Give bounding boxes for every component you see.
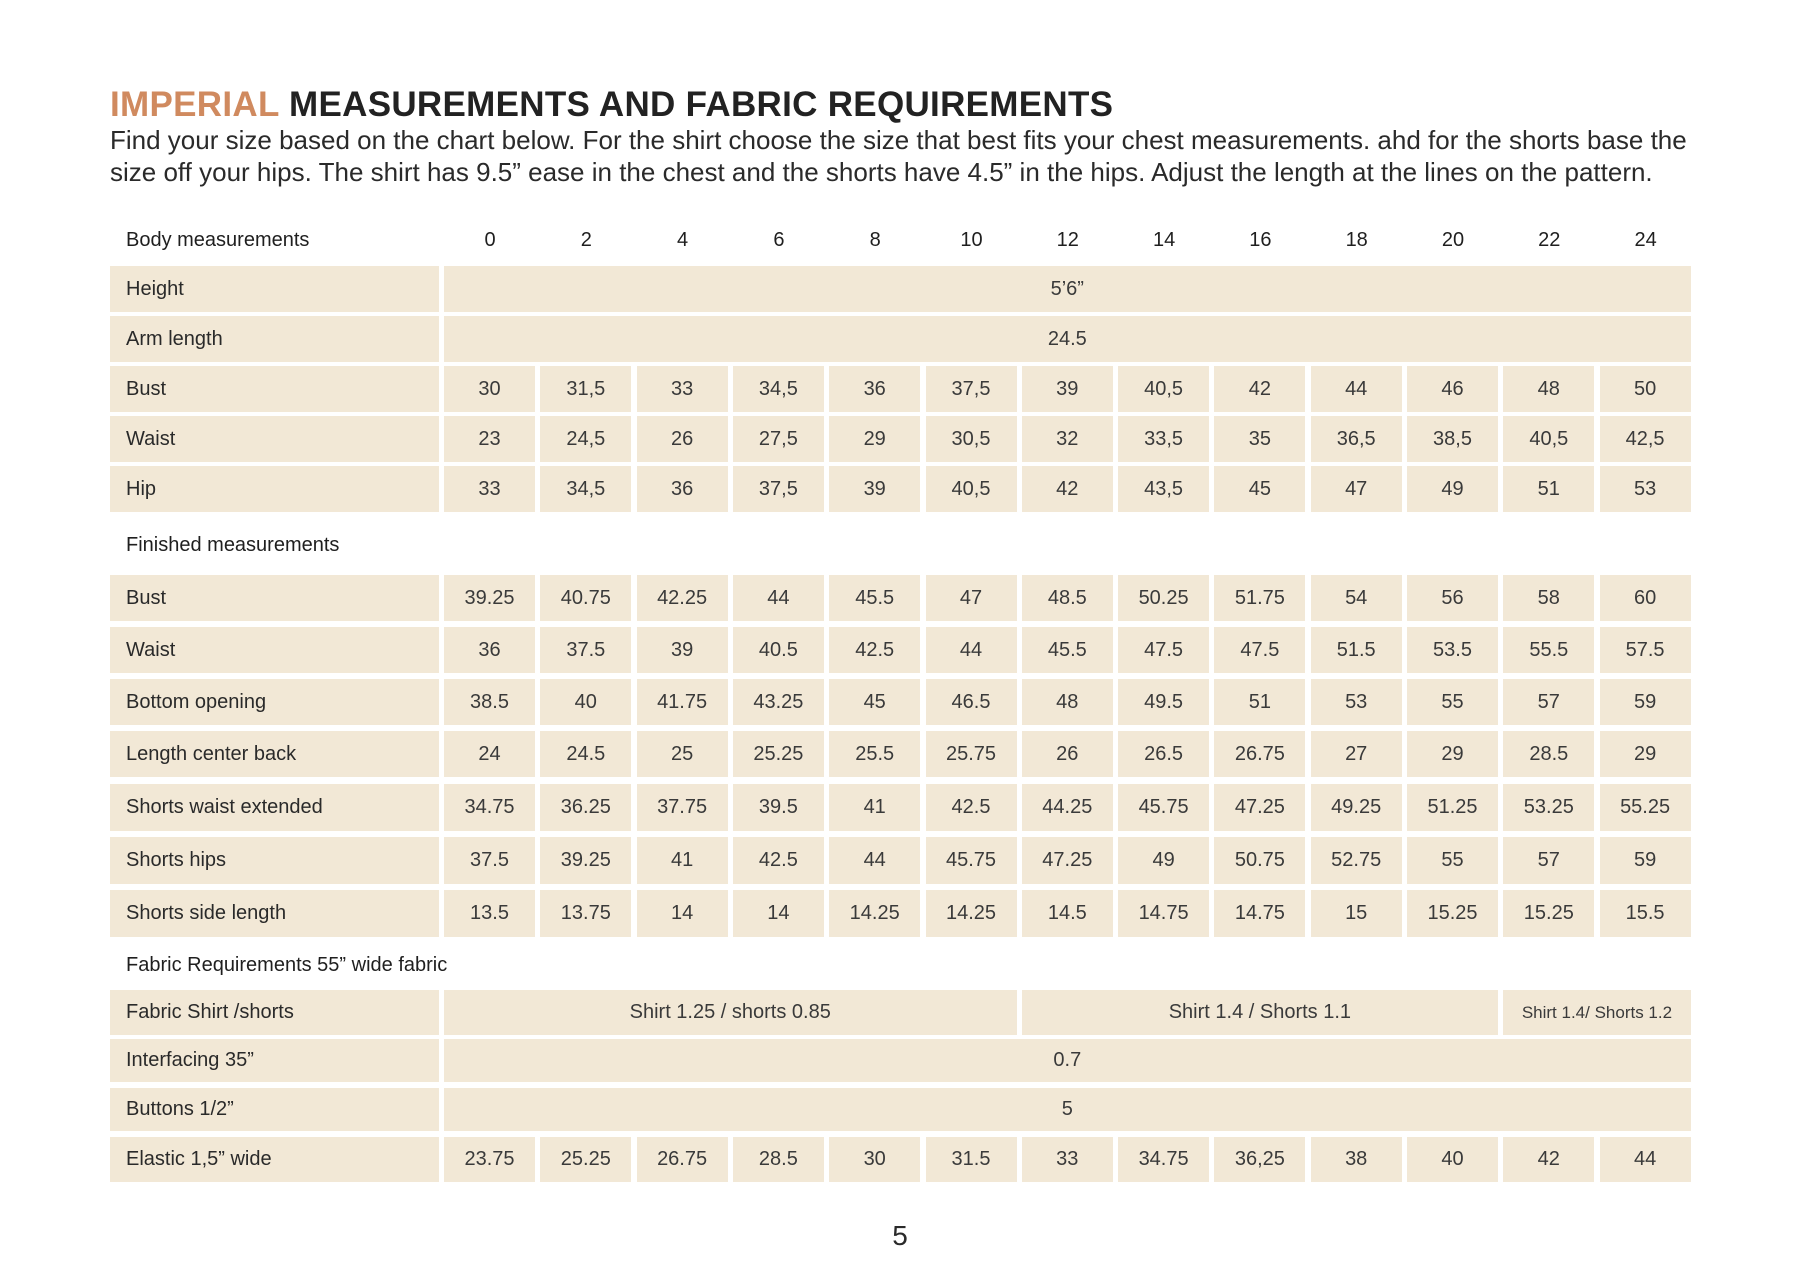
- table-cell: 44: [926, 627, 1017, 673]
- table-cell: 55: [1407, 837, 1498, 884]
- table-cell: 15.25: [1407, 890, 1498, 937]
- table-cell: 44: [1311, 366, 1402, 412]
- table-cell: 56: [1407, 575, 1498, 621]
- table-cell: 31,5: [540, 366, 631, 412]
- size-header: 16: [1249, 228, 1272, 251]
- table-cell: 45.75: [1118, 784, 1209, 831]
- table-cell: 14.75: [1214, 890, 1305, 937]
- row-label-bottom-opening: Bottom opening: [110, 679, 439, 725]
- table-cell: 51.25: [1407, 784, 1498, 831]
- size-header: 6: [773, 228, 785, 251]
- table-cell: 47: [926, 575, 1017, 621]
- table-cell: 53.5: [1407, 627, 1498, 673]
- table-cell: 50.75: [1214, 837, 1305, 884]
- table-cell: 36,5: [1311, 416, 1402, 462]
- table-cell: 23: [444, 416, 535, 462]
- table-cell: 39: [1022, 366, 1113, 412]
- table-cell: 39.25: [540, 837, 631, 884]
- table-cell: 15.5: [1600, 890, 1691, 937]
- table-cell: 33: [444, 466, 535, 512]
- table-cell: 42.5: [926, 784, 1017, 831]
- table-cell: 45: [1214, 466, 1305, 512]
- table-cell-merged: Shirt 1.4 / Shorts 1.1: [1022, 990, 1498, 1035]
- table-cell: 49.5: [1118, 679, 1209, 725]
- table-cell: 14: [733, 890, 824, 937]
- table-cell: 39.5: [733, 784, 824, 831]
- table-cell: 36: [444, 627, 535, 673]
- table-cell: 13.75: [540, 890, 631, 937]
- size-chart-table: [110, 0, 1695, 1283]
- row-label-length-center-back: Length center back: [110, 731, 439, 777]
- table-cell: 14: [637, 890, 728, 937]
- size-header: 12: [1056, 228, 1079, 251]
- row-label-height: Height: [110, 266, 439, 312]
- section-title: Body measurements: [126, 228, 310, 251]
- table-cell: 34.75: [444, 784, 535, 831]
- table-cell: 51.5: [1311, 627, 1402, 673]
- table-cell-merged: Shirt 1.25 / shorts 0.85: [444, 990, 1017, 1035]
- table-cell: 40.75: [540, 575, 631, 621]
- table-cell: 42,5: [1600, 416, 1691, 462]
- table-cell: 47.25: [1214, 784, 1305, 831]
- table-cell: 32: [1022, 416, 1113, 462]
- table-cell: 48.5: [1022, 575, 1113, 621]
- table-cell: 59: [1600, 837, 1691, 884]
- size-header: 22: [1538, 228, 1561, 251]
- table-cell: 40,5: [1118, 366, 1209, 412]
- table-cell: 41: [637, 837, 728, 884]
- size-header: 4: [677, 228, 689, 251]
- table-cell: 45.5: [829, 575, 920, 621]
- table-cell: 30: [444, 366, 535, 412]
- table-cell: 36: [637, 466, 728, 512]
- table-cell: 51: [1503, 466, 1594, 512]
- row-label-shorts-side-length: Shorts side length: [110, 890, 439, 937]
- table-cell: 42: [1503, 1137, 1594, 1182]
- row-label-bust: Bust: [110, 575, 439, 621]
- table-cell: 48: [1503, 366, 1594, 412]
- table-cell: 38,5: [1407, 416, 1498, 462]
- heading-accent: IMPERIAL: [110, 85, 279, 124]
- table-cell: 24,5: [540, 416, 631, 462]
- table-cell: 25.25: [540, 1137, 631, 1182]
- table-cell: 35: [1214, 416, 1305, 462]
- table-cell: 44: [1600, 1137, 1691, 1182]
- table-cell: 13.5: [444, 890, 535, 937]
- table-cell: 51: [1214, 679, 1305, 725]
- table-cell: 36,25: [1214, 1137, 1305, 1182]
- table-cell: 47.5: [1214, 627, 1305, 673]
- table-cell: 37,5: [926, 366, 1017, 412]
- table-cell: 33,5: [1118, 416, 1209, 462]
- table-cell: 40,5: [1503, 416, 1594, 462]
- table-cell: 43,5: [1118, 466, 1209, 512]
- table-cell: 53.25: [1503, 784, 1594, 831]
- table-cell: 39: [829, 466, 920, 512]
- table-cell: 54: [1311, 575, 1402, 621]
- table-cell: 30,5: [926, 416, 1017, 462]
- table-cell: 57: [1503, 679, 1594, 725]
- page-number: 5: [892, 1220, 908, 1251]
- table-cell: 37.5: [444, 837, 535, 884]
- size-header: 14: [1152, 228, 1176, 251]
- table-cell: 27: [1311, 731, 1402, 777]
- table-cell: 49.25: [1311, 784, 1402, 831]
- table-cell-merged: 24.5: [444, 316, 1691, 362]
- row-label-elastic-1-5-wide: Elastic 1,5” wide: [110, 1137, 439, 1182]
- table-cell: 57.5: [1600, 627, 1691, 673]
- table-cell: 41: [829, 784, 920, 831]
- size-header: 0: [484, 228, 496, 251]
- row-label-buttons-1-2: Buttons 1/2”: [110, 1088, 439, 1131]
- table-cell: 40: [540, 679, 631, 725]
- table-cell: 25.5: [829, 731, 920, 777]
- table-cell: 39.25: [444, 575, 535, 621]
- table-cell: 42.5: [829, 627, 920, 673]
- table-cell: 42.25: [637, 575, 728, 621]
- table-cell: 14.25: [829, 890, 920, 937]
- table-cell: 39: [637, 627, 728, 673]
- table-cell: 33: [1022, 1137, 1113, 1182]
- row-label-shorts-waist-extended: Shorts waist extended: [110, 784, 439, 831]
- row-label-interfacing-35: Interfacing 35”: [110, 1039, 439, 1082]
- table-cell: 37.5: [540, 627, 631, 673]
- table-cell: 36.25: [540, 784, 631, 831]
- row-label-fabric-shirt-shorts: Fabric Shirt /shorts: [110, 990, 439, 1035]
- table-cell: 47.5: [1118, 627, 1209, 673]
- table-cell: 55.5: [1503, 627, 1594, 673]
- size-header: 2: [580, 228, 592, 251]
- table-cell-merged: 5’6”: [444, 266, 1691, 312]
- table-cell: 53: [1311, 679, 1402, 725]
- table-cell: 30: [829, 1137, 920, 1182]
- table-cell: 25.75: [926, 731, 1017, 777]
- section-title: Finished measurements: [126, 533, 340, 556]
- table-cell: 59: [1600, 679, 1691, 725]
- table-cell: 45: [829, 679, 920, 725]
- table-cell: 45.5: [1022, 627, 1113, 673]
- table-cell: 38: [1311, 1137, 1402, 1182]
- heading-rest: MEASUREMENTS AND FABRIC REQUIREMENTS: [279, 85, 1114, 124]
- table-cell: 14.25: [926, 890, 1017, 937]
- table-cell: 48: [1022, 679, 1113, 725]
- size-header: 8: [869, 228, 881, 251]
- table-cell: 55: [1407, 679, 1498, 725]
- table-cell: 43.25: [733, 679, 824, 725]
- row-label-shorts-hips: Shorts hips: [110, 837, 439, 884]
- table-cell: 51.75: [1214, 575, 1305, 621]
- table-cell: 49: [1407, 466, 1498, 512]
- table-cell: 42.5: [733, 837, 824, 884]
- row-label-hip: Hip: [110, 466, 439, 512]
- intro-paragraph: Find your size based on the chart below. For the shirt choose the size that best fits your chest measurements. ahd for the shorts base the size off your hips. The shirt has 9.5” ease in the chest and the shorts have 4.5” in the hips. Adjust the length at the lines on the pattern.: [110, 125, 1687, 187]
- table-cell: 29: [1600, 731, 1691, 777]
- table-cell: 50.25: [1118, 575, 1209, 621]
- table-cell: 41.75: [637, 679, 728, 725]
- table-cell: 26.5: [1118, 731, 1209, 777]
- table-cell: 34.75: [1118, 1137, 1209, 1182]
- table-cell: 24.5: [540, 731, 631, 777]
- table-cell: 49: [1118, 837, 1209, 884]
- table-cell: 57: [1503, 837, 1594, 884]
- table-cell: 47.25: [1022, 837, 1113, 884]
- table-cell: 55.25: [1600, 784, 1691, 831]
- table-cell: 44: [733, 575, 824, 621]
- table-cell: 26.75: [1214, 731, 1305, 777]
- table-cell: 58: [1503, 575, 1594, 621]
- section-title: Fabric Requirements 55” wide fabric: [126, 953, 448, 976]
- table-cell: 42: [1022, 466, 1113, 512]
- table-cell: 34,5: [540, 466, 631, 512]
- size-header: 20: [1441, 228, 1465, 251]
- table-cell: 29: [829, 416, 920, 462]
- table-cell: 46: [1407, 366, 1498, 412]
- table-cell: 24: [444, 731, 535, 777]
- table-cell: 15: [1311, 890, 1402, 937]
- table-cell: 53: [1600, 466, 1691, 512]
- row-label-waist: Waist: [110, 627, 439, 673]
- table-cell: 34,5: [733, 366, 824, 412]
- size-header: 10: [960, 228, 983, 251]
- table-cell: 29: [1407, 731, 1498, 777]
- table-cell-merged: 0.7: [444, 1039, 1691, 1082]
- table-cell: 38.5: [444, 679, 535, 725]
- table-cell: 44.25: [1022, 784, 1113, 831]
- table-cell: 33: [637, 366, 728, 412]
- table-cell: 46.5: [926, 679, 1017, 725]
- table-cell: 14.5: [1022, 890, 1113, 937]
- table-cell: 50: [1600, 366, 1691, 412]
- table-cell-merged: 5: [444, 1088, 1691, 1131]
- row-label-bust: Bust: [110, 366, 439, 412]
- table-cell: 28.5: [1503, 731, 1594, 777]
- table-cell: 44: [829, 837, 920, 884]
- table-cell: 52.75: [1311, 837, 1402, 884]
- table-cell: 40,5: [926, 466, 1017, 512]
- table-cell: 42: [1214, 366, 1305, 412]
- table-cell: 36: [829, 366, 920, 412]
- table-cell: 27,5: [733, 416, 824, 462]
- table-cell: 40.5: [733, 627, 824, 673]
- table-cell: 28.5: [733, 1137, 824, 1182]
- table-cell: 25: [637, 731, 728, 777]
- table-cell: 47: [1311, 466, 1402, 512]
- table-cell: 31.5: [926, 1137, 1017, 1182]
- table-cell: 25.25: [733, 731, 824, 777]
- row-label-arm-length: Arm length: [110, 316, 439, 362]
- table-cell: 23.75: [444, 1137, 535, 1182]
- table-cell: 37.75: [637, 784, 728, 831]
- size-header: 18: [1345, 228, 1368, 251]
- table-cell-merged: Shirt 1.4/ Shorts 1.2: [1503, 990, 1690, 1035]
- table-cell: 40: [1407, 1137, 1498, 1182]
- table-cell: 37,5: [733, 466, 824, 512]
- row-label-waist: Waist: [110, 416, 439, 462]
- table-cell: 14.75: [1118, 890, 1209, 937]
- table-cell: 45.75: [926, 837, 1017, 884]
- table-cell: 26.75: [637, 1137, 728, 1182]
- size-header: 24: [1634, 228, 1657, 251]
- table-cell: 26: [1022, 731, 1113, 777]
- table-cell: 26: [637, 416, 728, 462]
- table-cell: 60: [1600, 575, 1691, 621]
- table-cell: 15.25: [1503, 890, 1594, 937]
